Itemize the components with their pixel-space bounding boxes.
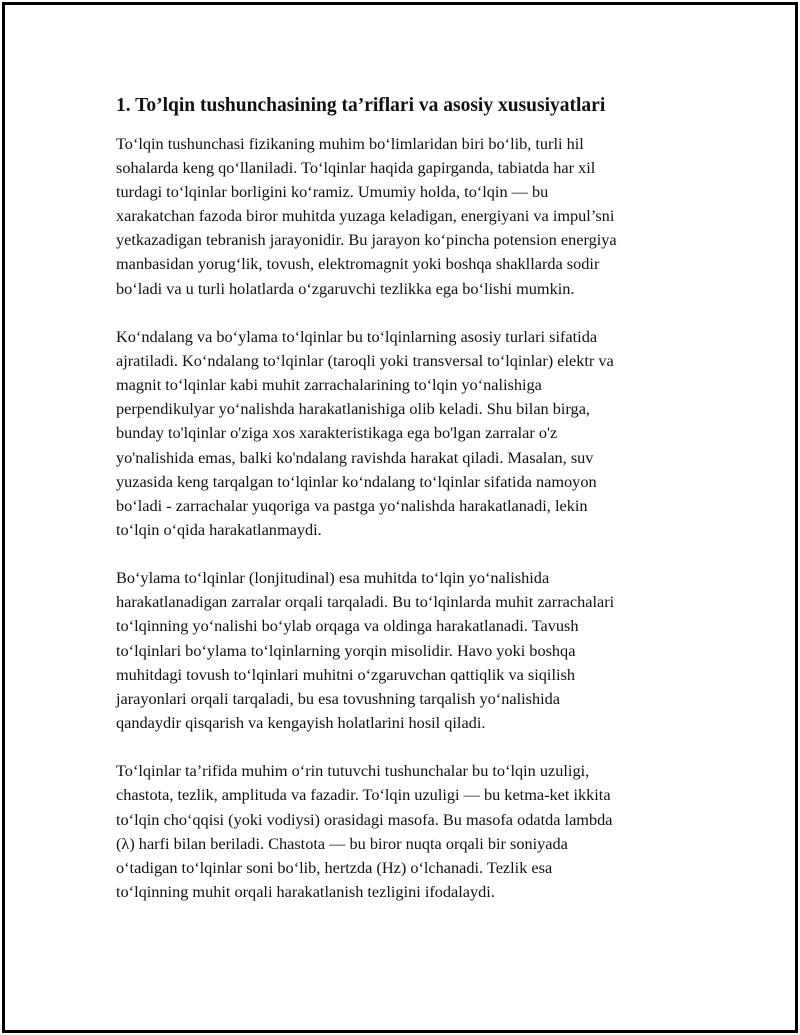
text-line: sohalarda keng qo‘llaniladi. To‘lqinlar haqida gapirganda, tabiatda har xil	[116, 158, 596, 178]
text-line: Bo‘ylama to‘lqinlar (lonjitudinal) esa muhitda to‘lqin yo‘nalishida	[116, 568, 550, 588]
text-line: to‘lqinning muhit orqali harakatlanish tezligini ifodalaydi.	[116, 881, 495, 901]
text-line: bo‘ladi va u turli holatlarda o‘zgaruvchi tezlikka ega bo‘lishi mumkin.	[116, 278, 575, 298]
text-line: turdagi to‘lqinlar borligini ko‘ramiz. Umumiy holda, to‘lqin — bu	[116, 182, 549, 202]
text-line: to‘lqin o‘qida harakatlanmaydi.	[116, 519, 322, 539]
text-line: To‘lqinlar ta’rifida muhim o‘rin tutuvchi tushunchalar bu to‘lqin uzuligi,	[116, 761, 590, 781]
text-line: bo‘ladi - zarrachalar yuqoriga va pastga yo‘nalishda harakatlanadi, lekin	[116, 495, 588, 515]
text-line: yuzasida keng tarqalgan to‘lqinlar ko‘ndalang to‘lqinlar sifatida namoyon	[116, 471, 597, 491]
text-line: chastota, tezlik, amplituda va fazadir. To‘lqin uzuligi — bu ketma-ket ikkita	[116, 785, 611, 805]
text-line: perpendikulyar yo‘nalishda harakatlanishiga olib keladi. Shu bilan birga,	[116, 399, 590, 419]
text-line: xarakatchan fazoda biror muhitda yuzaga keladigan, energiyani va impul’sni	[116, 206, 615, 226]
text-line: manbasidan yorug‘lik, tovush, elektromagnit yoki boshqa shakllarda sodir	[116, 254, 600, 274]
text-line: o‘tadigan to‘lqinlar soni bo‘lib, hertzda (Hz) o‘lchanadi. Tezlik esa	[116, 857, 553, 877]
section-heading: 1. To’lqin tushunchasining ta’riflari va asosiy xususiyatlari	[116, 95, 606, 116]
paragraph	[116, 132, 684, 301]
text-line: magnit to‘lqinlar kabi muhit zarrachalarining to‘lqin yo‘nalishiga	[116, 375, 542, 395]
text-line: ajratiladi. Ko‘ndalang to‘lqinlar (taroqli yoki transversal to‘lqinlar) elektr va	[116, 351, 614, 371]
text-line: to‘lqin cho‘qqisi (yoki vodiysi) orasidagi masofa. Bu masofa odatda lambda	[116, 809, 613, 829]
paragraph	[116, 759, 684, 904]
text-line: to‘lqinlari bo‘ylama to‘lqinlarning yorqin misolidir. Havo yoki boshqa	[116, 640, 576, 660]
text-line: yetkazadigan tebranish jarayonidir. Bu jarayon ko‘pincha potension energiya	[116, 230, 617, 250]
text-line: To‘lqin tushunchasi fizikaning muhim bo‘limlaridan biri bo‘lib, turli hil	[116, 134, 584, 153]
text-line: qandaydir qisqarish va kengayish holatlarini hosil qiladi.	[116, 712, 486, 732]
paragraphs-container	[116, 132, 684, 904]
text-line: to‘lqinning yo‘nalishi bo‘ylab orqaga va oldinga harakatlanadi. Tavush	[116, 616, 579, 636]
paragraph	[116, 325, 684, 542]
text-line: bunday to'lqinlar o'ziga xos xarakteristikaga ega bo'lgan zarralar o'z	[116, 423, 558, 443]
text-line: muhitdagi tovush to‘lqinlari muhitni o‘zgaruvchan qattiqlik va siqilish	[116, 664, 575, 684]
text-line: jarayonlari orqali tarqaladi, bu esa tovushning tarqalish yo‘nalishida	[116, 688, 560, 708]
document-body	[116, 92, 684, 928]
text-line: harakatlanadigan zarralar orqali tarqaladi. Bu to‘lqinlarda muhit zarrachalari	[116, 592, 615, 612]
text-line: (λ) harfi bilan beriladi. Chastota — bu biror nuqta orqali bir soniyada	[116, 833, 568, 853]
text-line: yo'nalishida emas, balki ko'ndalang ravishda harakat qiladi. Masalan, suv	[116, 447, 594, 467]
paragraph	[116, 566, 684, 735]
text-line: Ko‘ndalang va bo‘ylama to‘lqinlar bu to‘lqinlarning asosiy turlari sifatida	[116, 327, 598, 347]
